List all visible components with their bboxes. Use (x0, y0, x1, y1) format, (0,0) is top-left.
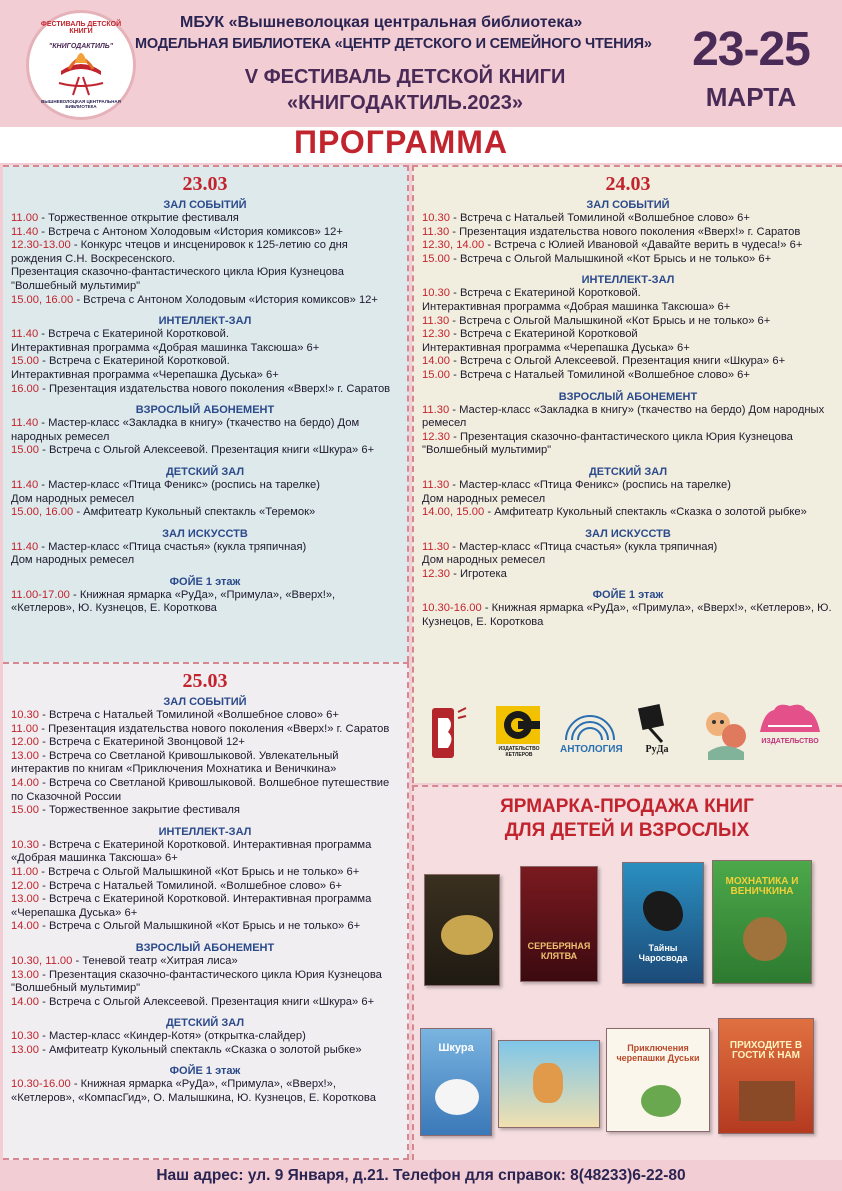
event-time: 11.30 (422, 225, 450, 238)
event-text: Дом народных ремесел (422, 554, 546, 567)
event-time: 12.30 (422, 567, 450, 580)
schedule-event (422, 355, 834, 369)
ruda-logo (632, 702, 682, 762)
event-text: - Презентация издательства нового поколения «Вверх!» г. Саратов (39, 382, 391, 395)
event-text: - Встреча с Ольгой Малышкиной «Кот Брысь и не только» 6+ (39, 920, 361, 933)
zone-gap (422, 266, 834, 270)
event-time: 11.30 (422, 314, 450, 327)
event-text: - Встреча с Екатериной Звонцовой 12+ (39, 736, 245, 749)
event-time: 14.00 (11, 776, 39, 789)
event-time: 14.00, 15.00 (422, 506, 485, 519)
event-time: 10.30 (11, 709, 39, 721)
primula-label: ИЗДАТЕЛЬСТВО (761, 738, 819, 745)
event-text: - Амфитеатр Кукольный спектакль «Сказка о золотой рыбке» (484, 506, 807, 519)
event-text: - Встреча с Екатериной Коротковой. (38, 328, 229, 341)
schedule-event (11, 777, 399, 804)
day-panel-3 (3, 662, 409, 1160)
zone-title: ИНТЕЛЛЕКТ-ЗАЛ (581, 274, 675, 287)
event-time: 10.30, 11.00 (11, 954, 73, 967)
event-text: Интерактивная программа «Добрая машинка Таксюша» 6+ (422, 300, 731, 313)
event-time: 11.30 (422, 403, 450, 416)
book-art (435, 1079, 479, 1115)
schedule-event (11, 226, 399, 240)
book-title: Приключения черепашки Дуськи (616, 1043, 700, 1063)
day-date: 25.03 (182, 670, 228, 692)
zone-gap (11, 396, 399, 400)
event-time: 11.00-17.00 (11, 588, 70, 601)
event-text: - Презентация издательства нового поколения «Вверх!» г. Саратов (449, 225, 801, 238)
event-text: - Презентация сказочно-фантастического цикла Юрия Кузнецова "Волшебный мультимир" (11, 968, 382, 995)
event-text: - Встреча с Ольгой Алексеевой. Презентация книги «Шкура» 6+ (39, 995, 375, 1008)
zone-title: ЗАЛ ИСКУССТВ (585, 527, 671, 540)
book-art (743, 917, 787, 961)
schedule-event (11, 866, 399, 880)
schedule-event (422, 239, 834, 253)
event-time: 15.00 (11, 355, 39, 368)
book-art (533, 1063, 563, 1103)
schedule-event (422, 506, 834, 520)
zone-title: ФОЙЕ 1 этаж (592, 589, 664, 602)
event-text: Дом народных ремесел (422, 492, 546, 505)
event-text: - Встреча с Ольгой Алексеевой. Презентация книги «Шкура» 6+ (450, 355, 786, 368)
event-text: - Встреча с Екатериной Коротковой. Интерактивная программа «Добрая машинка Таксюша» 6+ (11, 838, 372, 865)
logo-sub: "КНИГОДАКТИЛЬ" (48, 43, 114, 50)
schedule-event (11, 554, 399, 568)
schedule-event (422, 212, 834, 226)
event-time: 10.30 (11, 1030, 39, 1043)
event-text: - Игротека (450, 567, 507, 580)
event-text: - Мастер-класс «Птица счастья» (кукла тряпичная) (449, 540, 718, 553)
schedule-event (11, 839, 399, 866)
event-time: 11.40 (11, 540, 39, 553)
zone-title: ДЕТСКИЙ ЗАЛ (165, 1017, 245, 1030)
schedule-event (422, 328, 834, 342)
zone-title: ФОЙЕ 1 этаж (169, 575, 241, 588)
event-time: 15.00, 16.00 (11, 293, 74, 306)
ketlerov-label: ИЗДАТЕЛЬСТВО КЕТЛЕРОВ (498, 746, 540, 758)
event-text: - Торжественное открытие фестиваля (38, 212, 239, 224)
publisher-logos (428, 702, 828, 772)
zone-gap (11, 1009, 399, 1013)
event-text: Интерактивная программа «Черепашка Дуська» 6+ (11, 368, 279, 381)
schedule-event (422, 226, 834, 240)
event-time: 13.00 (11, 893, 39, 906)
schedule-event (11, 541, 399, 555)
event-time: 11.00 (11, 722, 39, 735)
event-time: 12.30 (422, 430, 450, 443)
schedule-event (11, 750, 399, 777)
event-time: 16.00 (11, 382, 39, 395)
zone-gap (11, 307, 399, 311)
book-title: Тайны Чаросвода (638, 943, 688, 963)
event-time: 11.40 (11, 225, 39, 238)
day-date: 23.03 (182, 173, 228, 195)
event-text: - Встреча с Ольгой Алексеевой. Презентация книги «Шкура» 6+ (39, 444, 375, 457)
event-text: - Встреча с Ольгой Малышкиной «Кот Брысь и не только» 6+ (449, 314, 771, 327)
zone-title: ДЕТСКИЙ ЗАЛ (588, 465, 668, 478)
schedule (422, 198, 834, 630)
ketlerov-logo (490, 702, 548, 762)
book-art (441, 915, 493, 955)
event-text: - Встреча со Светланой Кривошлыковой. Волшебное путешествие по Сказочной России (11, 776, 390, 803)
zone-title: ВЗРОСЛЫЙ АБОНЕМЕНТ (558, 390, 698, 403)
event-text: - Книжная ярмарка «РуДа», «Примула», «Вверх!», «Кетлеров», Ю. Кузнецов, Е. Короткова (11, 588, 336, 615)
event-time: 15.00 (422, 252, 450, 265)
event-text: Интерактивная программа «Черепашка Дуська» 6+ (422, 341, 690, 354)
book-cover (424, 874, 500, 986)
schedule-event (422, 342, 834, 356)
book-cover (622, 862, 704, 984)
event-time: 15.00 (11, 804, 39, 817)
zone-gap (11, 458, 399, 462)
event-text: Дом народных ремесел (11, 492, 135, 505)
logo-bottom: ВЫШНЕВОЛОЦКАЯ ЦЕНТРАЛЬНАЯ БИБЛИОТЕКА (41, 99, 121, 109)
event-text: - Конкурс чтецов и инсценировок к 125-летию со дня рождения С.Н. Воскресенского. (11, 239, 348, 265)
event-time: 13.00 (11, 968, 39, 981)
zone-title: ФОЙЕ 1 этаж (169, 1065, 241, 1078)
zone-title: ЗАЛ СОБЫТИЙ (163, 696, 247, 708)
event-text: - Мастер-класс «Закладка в книгу» (ткачество на бердо) Дом народных ремесел (422, 403, 825, 430)
event-text: - Амфитеатр Кукольный спектакль «Сказка о золотой рыбке» (39, 1043, 362, 1056)
book-title: МОХНАТИКА И ВЕНИЧКИНА (725, 876, 799, 897)
event-time: 12.00 (11, 879, 39, 892)
event-text: Интерактивная программа «Добрая машинка Таксюша» 6+ (11, 341, 320, 354)
book-cover (498, 1040, 600, 1128)
book-art (641, 1085, 681, 1117)
event-time: 12.00 (11, 736, 39, 749)
event-text: - Встреча с Ольгой Малышкиной «Кот Брысь и не только» 6+ (38, 865, 360, 878)
book-cover (420, 1028, 492, 1136)
event-text: - Встреча с Натальей Томилиной «Волшебное слово» 6+ (39, 709, 339, 721)
event-text: - Встреча со Светланой Кривошлыковой. Увлекательный интерактив по книгам «Приключения Мохнатика и Веничкина» (11, 749, 339, 776)
schedule-event (422, 479, 834, 493)
event-time: 10.30-16.00 (422, 602, 482, 615)
zone-gap (422, 581, 834, 585)
event-time: 14.00 (11, 920, 39, 933)
event-text: - Теневой театр «Хитрая лиса» (72, 954, 238, 967)
schedule-event (422, 253, 834, 267)
festival-logo (26, 10, 136, 120)
festival-title: V ФЕСТИВАЛЬ ДЕТСКОЙ КНИГИ (244, 66, 566, 88)
zone-title: ДЕТСКИЙ ЗАЛ (165, 465, 245, 478)
schedule-event (11, 355, 399, 369)
program-title: ПРОГРАММА (293, 124, 508, 160)
event-text: - Встреча с Екатериной Коротковой. Интерактивная программа «Черепашка Дуська» 6+ (11, 893, 372, 919)
schedule-event (422, 369, 834, 383)
event-time: 11.30 (422, 478, 450, 491)
footer-address: Наш адрес: ул. 9 Января, д.21. Телефон для справок: 8(48233)6-22-80 (156, 1167, 686, 1184)
org-name: МБУК «Вышневолоцкая центральная библиотека» (180, 14, 583, 31)
schedule-event (11, 996, 399, 1010)
book-title: ПРИХОДИТЕ В ГОСТИ К НАМ (729, 1040, 803, 1061)
schedule-event (422, 315, 834, 329)
event-time: 11.40 (11, 328, 39, 341)
event-text: Презентация сказочно-фантастического цикла Юрия Кузнецова "Волшебный мультимир" (11, 266, 344, 292)
event-text: - Встреча с Антоном Холодовым «История комиксов» 12+ (38, 225, 343, 238)
zone-title: ВЗРОСЛЫЙ АБОНЕМЕНТ (135, 941, 275, 954)
antology-logo (560, 702, 623, 762)
fairy-characters-image (700, 702, 750, 762)
zone-title: ЗАЛ СОБЫТИЙ (586, 199, 670, 211)
schedule-event (422, 493, 834, 507)
book-title: Шкура (438, 1042, 474, 1054)
zone-title: ИНТЕЛЛЕКТ-ЗАЛ (158, 825, 252, 838)
event-time: 10.30-16.00 (11, 1078, 71, 1091)
schedule-event (422, 301, 834, 315)
schedule-event (11, 506, 399, 520)
schedule-event (422, 431, 834, 458)
schedule (11, 695, 399, 1106)
event-time: 11.00 (11, 865, 39, 878)
schedule-event (422, 554, 834, 568)
event-time: 12.30-13.00 (11, 239, 71, 252)
schedule-event (11, 417, 399, 444)
book-cover (718, 1018, 814, 1134)
zone-gap (11, 520, 399, 524)
event-time: 12.30, 14.00 (422, 239, 485, 252)
book-cover (520, 866, 598, 982)
vverh-logo (428, 702, 468, 762)
event-time: 15.00, 16.00 (11, 506, 74, 519)
ruda-label: РуДа (645, 744, 669, 755)
antology-label: АНТОЛОГИЯ (560, 744, 623, 755)
schedule-event (11, 328, 399, 342)
event-text: - Встреча с Екатериной Коротковой (450, 328, 638, 341)
day-panel-1 (3, 165, 409, 662)
event-text: - Мастер-класс «Киндер-Котя» (открытка-слайдер) (39, 1030, 306, 1043)
event-time: 15.00 (422, 368, 450, 381)
event-text: - Торжественное закрытие фестиваля (39, 804, 240, 817)
zone-gap (422, 458, 834, 462)
event-text: - Встреча с Юлией Ивановой «Давайте верить в чудеса!» 6+ (484, 239, 803, 252)
book-art (739, 1081, 795, 1121)
zone-gap (422, 520, 834, 524)
book-cover (712, 860, 812, 984)
zone-gap (11, 934, 399, 938)
event-time: 11.00 (11, 212, 39, 224)
event-time: 11.40 (11, 478, 39, 491)
schedule-event (11, 589, 399, 616)
event-text: - Встреча с Ольгой Малышкиной «Кот Брысь и не только» 6+ (450, 252, 772, 265)
schedule-event (422, 568, 834, 582)
event-text: - Мастер-класс «Закладка в книгу» (ткачество на бердо) Дом народных ремесел (11, 417, 360, 443)
zone-title: ЗАЛ ИСКУССТВ (162, 527, 248, 540)
event-text: - Презентация сказочно-фантастического цикла Юрия Кузнецова "Волшебный мультимир" (422, 430, 793, 457)
schedule-event (11, 723, 399, 737)
schedule-event (11, 736, 399, 750)
schedule-event (11, 212, 399, 226)
schedule-event (11, 893, 399, 920)
schedule-event (422, 287, 834, 301)
schedule-event (11, 444, 399, 458)
schedule-event (11, 955, 399, 969)
event-time: 13.00 (11, 749, 39, 762)
schedule-event (11, 920, 399, 934)
event-text: - Амфитеатр Кукольный спектакль «Теремок» (73, 506, 316, 519)
event-time: 10.30 (422, 212, 450, 224)
event-text: - Встреча с Екатериной Коротковой. (450, 287, 641, 300)
festival-dates: 23-25 (692, 23, 810, 76)
event-time: 14.00 (422, 355, 450, 368)
festival-name: «КНИГОДАКТИЛЬ.2023» (286, 92, 524, 114)
book-fair-title (412, 795, 842, 843)
schedule-event (11, 709, 399, 723)
zone-title: ВЗРОСЛЫЙ АБОНЕМЕНТ (135, 404, 275, 417)
event-time: 11.30 (422, 540, 450, 553)
event-text: - Встреча с Екатериной Коротковой. (39, 355, 230, 368)
event-text: - Презентация издательства нового поколения «Вверх!» г. Саратов (38, 722, 390, 735)
event-text: Дом народных ремесел (11, 554, 135, 567)
schedule-event (11, 1078, 399, 1105)
book-art (643, 891, 683, 931)
day-date: 24.03 (605, 173, 651, 195)
schedule-event (422, 602, 834, 629)
zone-gap (11, 818, 399, 822)
org-subname: МОДЕЛЬНАЯ БИБЛИОТЕКА «ЦЕНТР ДЕТСКОГО И СЕМЕЙНОГО ЧТЕНИЯ» (135, 36, 652, 52)
schedule-event (11, 479, 399, 493)
festival-month: МАРТА (705, 82, 797, 112)
schedule-event (422, 541, 834, 555)
header (0, 0, 842, 127)
book-fair-line2: ДЛЯ ДЕТЕЙ И ВЗРОСЛЫХ (504, 820, 750, 841)
schedule-event (422, 404, 834, 431)
book-fair-line1: ЯРМАРКА-ПРОДАЖА КНИГ (500, 796, 754, 817)
schedule-event (11, 969, 399, 996)
book-cover (606, 1028, 710, 1132)
event-text: - Книжная ярмарка «РуДа», «Примула», «Вверх!», «Кетлеров», Ю. Кузнецов, Е. Короткова (422, 602, 832, 629)
event-time: 10.30 (11, 838, 39, 851)
event-text: - Встреча с Натальей Томилиной «Волшебное слово» 6+ (450, 212, 750, 224)
schedule-event (11, 383, 399, 397)
event-time: 11.40 (11, 417, 39, 430)
event-text: - Мастер-класс «Птица Феникс» (роспись на тарелке) (449, 478, 731, 491)
schedule-event (11, 493, 399, 507)
event-text: - Встреча с Антоном Холодовым «История комиксов» 12+ (73, 293, 378, 306)
schedule-event (11, 266, 399, 293)
schedule-event (11, 1044, 399, 1058)
day-panel-2 (412, 165, 842, 783)
primula-logo (754, 702, 826, 762)
zone-gap (11, 1057, 399, 1061)
event-text: - Встреча с Натальей Томилиной. «Волшебное слово» 6+ (39, 879, 343, 892)
event-text: - Встреча с Натальей Томилиной «Волшебное слово» 6+ (450, 368, 750, 381)
schedule-event (11, 1030, 399, 1044)
event-text: - Мастер-класс «Птица Феникс» (роспись на тарелке) (38, 478, 320, 491)
logo-text: ФЕСТИВАЛЬ ДЕТСКОЙ КНИГИ (40, 21, 122, 35)
zone-gap (422, 383, 834, 387)
zone-title: ЗАЛ СОБЫТИЙ (163, 199, 247, 211)
schedule-event (11, 294, 399, 308)
event-time: 10.30 (422, 287, 450, 300)
zone-gap (11, 568, 399, 572)
schedule-event (11, 342, 399, 356)
schedule-event (11, 369, 399, 383)
schedule (11, 198, 399, 616)
event-time: 13.00 (11, 1043, 39, 1056)
book-title: СЕРЕБРЯНАЯ КЛЯТВА (527, 941, 591, 961)
zone-title: ИНТЕЛЛЕКТ-ЗАЛ (158, 315, 252, 328)
event-time: 14.00 (11, 995, 39, 1008)
schedule-event (11, 880, 399, 894)
event-text: - Книжная ярмарка «РуДа», «Примула», «Вверх!», «Кетлеров», «КомпасГид», О. Малышкина, Ю. Кузнецов, Е. Короткова (11, 1078, 376, 1105)
event-time: 12.30 (422, 328, 450, 341)
schedule-event (11, 239, 399, 266)
event-text: - Мастер-класс «Птица счастья» (кукла тряпичная) (38, 540, 307, 553)
event-time: 15.00 (11, 444, 39, 457)
schedule-event (11, 804, 399, 818)
